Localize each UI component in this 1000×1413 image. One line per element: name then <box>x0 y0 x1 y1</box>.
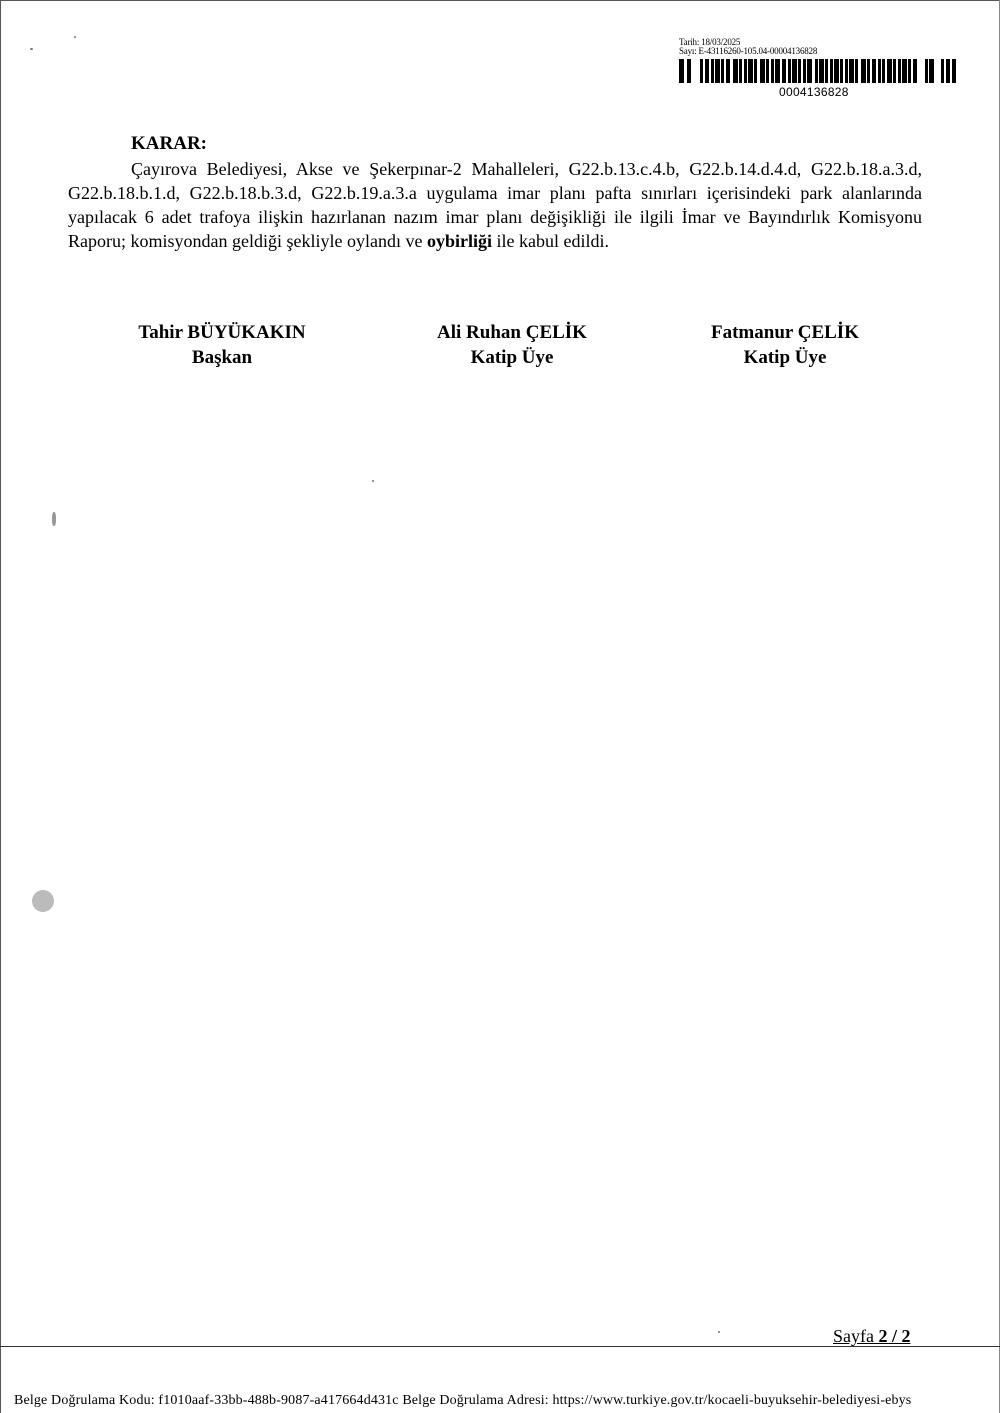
decision-text-end: ile kabul edildi. <box>491 231 609 251</box>
footer-rule <box>0 1346 1000 1347</box>
decision-result-bold: oybirliği <box>426 231 492 251</box>
scan-speck <box>718 1331 720 1333</box>
signature-title: Katip Üye <box>470 347 554 368</box>
scan-speck <box>74 36 76 38</box>
signature-name: Ali Ruhan ÇELİK <box>437 322 587 343</box>
barcode-number: 0004136828 <box>779 85 849 99</box>
decision-text-main: Çayırova Belediyesi, Akse ve Şekerpınar-2 Mahalleleri, G22.b.13.c.4.b, G22.b.14.d.4.d, G22.b.18.a.3.d, G22.b.18.b.1.d, G22.b.18.b.3.d, G22.b.19.a.3.a uygulama imar planı pafta sınırları içerisindeki park alanlarında yapılacak 6 adet trafoya ilişkin hazırlanan nazım imar planı değişikliği ile ilgili İmar ve Bayındırlık Komisyonu Raporu; komisyondan geldiği şekliyle oylandı ve <box>68 159 922 251</box>
signature-name: Fatmanur ÇELİK <box>711 322 859 343</box>
signature-block-clerk-1 <box>412 320 612 370</box>
verification-footer: Belge Doğrulama Kodu: f1010aaf-33bb-488b-9087-a417664d431c Belge Doğrulama Adresi: https://www.turkiye.gov.tr/kocaeli-buyuksehir-belediyesi-ebys <box>14 1393 912 1408</box>
barcode-bar <box>917 59 925 83</box>
decision-title: KARAR: <box>131 133 207 154</box>
stamp-date: Tarih: 18/03/2025 <box>679 37 741 47</box>
signature-block-chair <box>122 320 322 370</box>
barcode-bar <box>691 59 700 83</box>
scan-speck <box>52 512 56 526</box>
page-label: Sayfa <box>833 1326 879 1346</box>
barcode-bar <box>952 59 957 83</box>
scan-speck <box>32 890 54 912</box>
stamp-number: Sayı: E-43116260-105.04-00004136828 <box>679 46 818 56</box>
page-border-top <box>0 0 1000 1</box>
page-current: 2 / 2 <box>878 1326 911 1346</box>
barcode-bar <box>934 59 942 83</box>
page-border-left <box>0 0 1 1413</box>
decision-text <box>68 157 922 253</box>
barcode <box>679 59 957 83</box>
signature-name: Tahir BÜYÜKAKIN <box>138 322 306 343</box>
document-stamp <box>679 38 959 99</box>
signature-block-clerk-2 <box>685 320 885 370</box>
scan-speck <box>30 48 33 50</box>
signature-title: Katip Üye <box>743 347 827 368</box>
page-number <box>833 1326 911 1347</box>
scan-speck <box>372 480 374 482</box>
signature-title: Başkan <box>191 347 253 368</box>
